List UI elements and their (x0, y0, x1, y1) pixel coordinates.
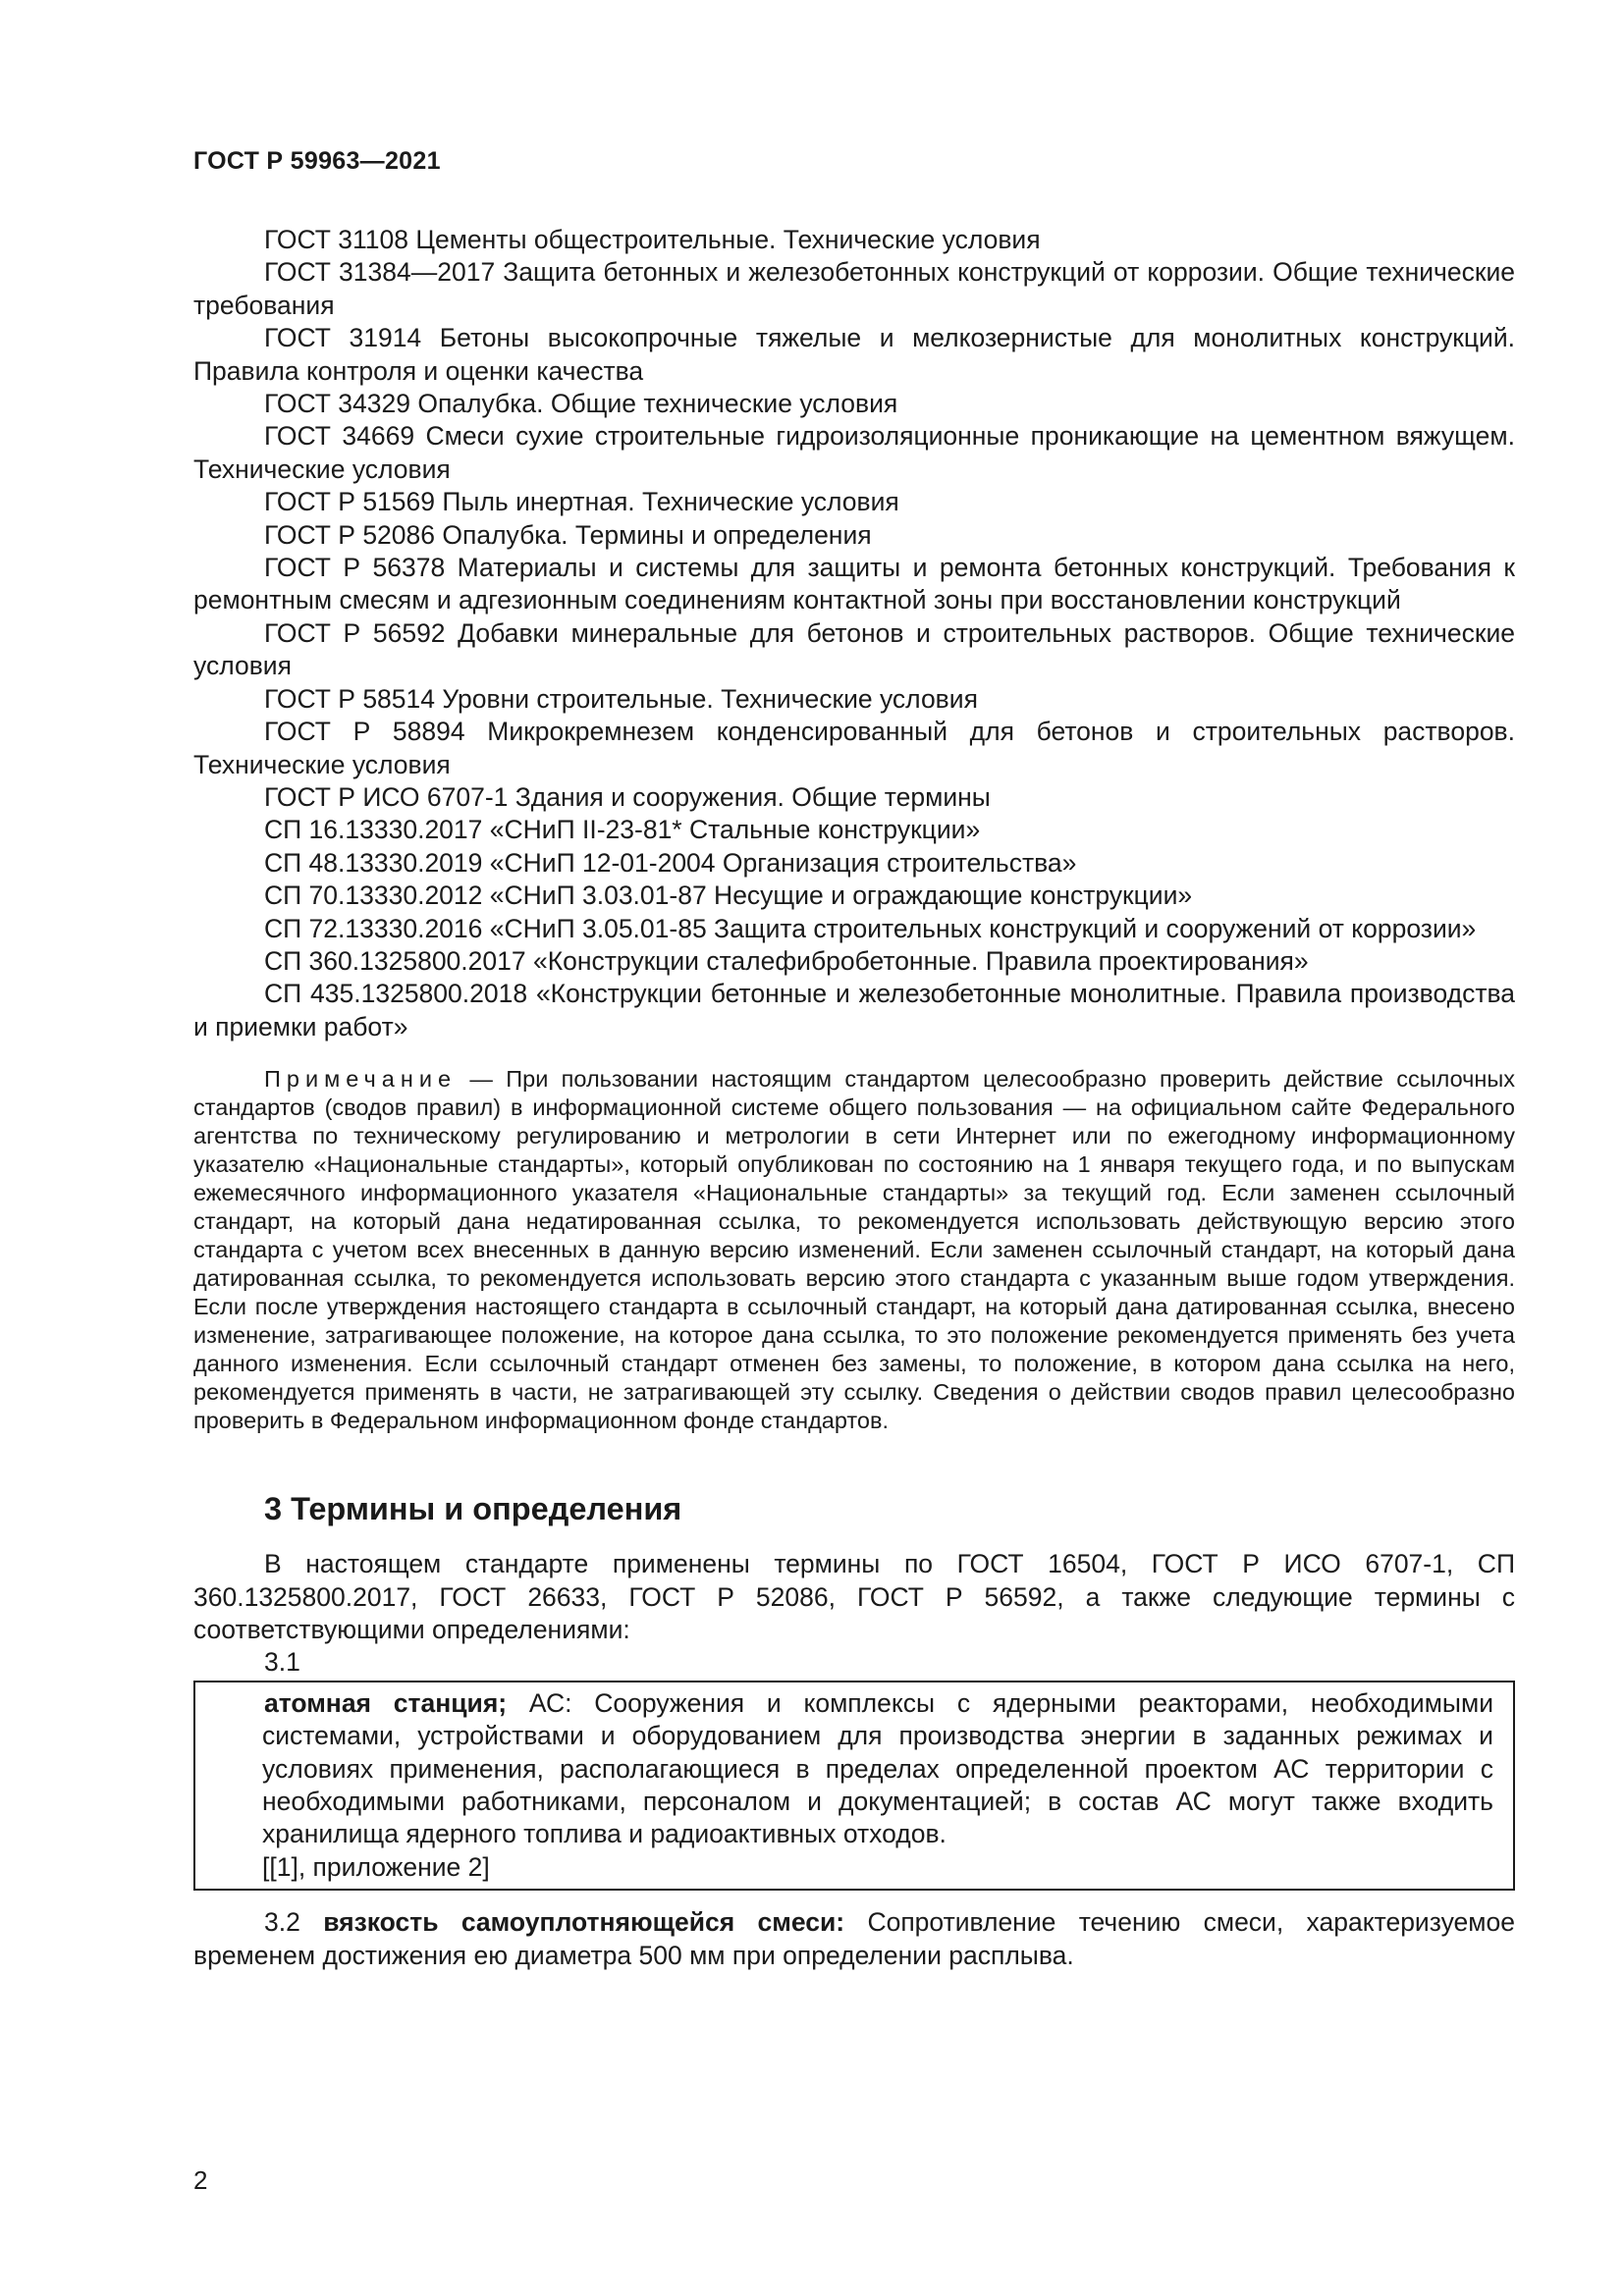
note-label: Примечание (264, 1066, 458, 1093)
reference-item: ГОСТ 31384—2017 Защита бетонных и железобетонных конструкций от коррозии. Общие технические требования (193, 257, 1515, 320)
note-paragraph (193, 1065, 1515, 1435)
term-definition-text: Сопротивление течению смеси, характеризуемое временем достижения ею диаметра 500 мм при определении расплыва. (193, 1907, 1515, 1970)
reference-item: ГОСТ 34669 Смеси сухие строительные гидроизоляционные проникающие на цементном вяжущем. Технические условия (193, 421, 1515, 484)
section-intro: В настоящем стандарте применены термины по ГОСТ 16504, ГОСТ Р ИСО 6707-1, СП 360.1325800.2017, ГОСТ 26633, ГОСТ Р 52086, ГОСТ Р 56592, а также следующие термины с соответствующими определениями: (193, 1549, 1515, 1644)
term-number: 3.2 (264, 1907, 300, 1938)
reference-item: СП 72.13330.2016 «СНиП 3.05.01-85 Защита строительных конструкций и сооружений от коррозии» (264, 913, 1477, 943)
document-header: ГОСТ Р 59963—2021 (193, 147, 441, 175)
term-definition-box (193, 1681, 1515, 1891)
term-number: 3.1 (264, 1647, 300, 1678)
note-text: — При пользовании настоящим стандартом целесообразно проверить действие ссылочных стандартов (сводов правил) в информационной системе общего пользования — на официальном сайте Федерального агентства по техническому регулированию и метрологии в сети Интернет или по ежегодному информационному указателю «Национальные стандарты», который опубликован по состоянию на 1 января текущего года, и по выпускам ежемесячного информационного указателя «Национальные стандарты» за текущий год. Если заменен ссылочный стандарт, на который дана недатированная ссылка, то рекомендуется использовать действующую версию этого стандарта с учетом всех внесенных в данную версию изменений. Если заменен ссылочный стандарт, на который дана датированная ссылка, то рекомендуется использовать версию этого стандарта с указанным выше годом утверждения. Если после утверждения настоящего стандарта в ссылочный стандарт, на который дана датированная ссылка, внесено изменение, затрагивающее положение, на которое дана ссылка, то это положение рекомендуется применять без учета данного изменения. Если ссылочный стандарт отменен без замены, то положение, в котором дана ссылка на него, рекомендуется применять в части, не затрагивающей эту ссылку. Сведения о действии сводов правил целесообразно проверить в Федеральном информационном фонде стандартов. (193, 1066, 1515, 1434)
reference-item: ГОСТ Р 58514 Уровни строительные. Технические условия (264, 683, 978, 714)
reference-item: ГОСТ Р 56592 Добавки минеральные для бетонов и строительных растворов. Общие технические условия (193, 617, 1515, 681)
reference-item: ГОСТ Р 56378 Материалы и системы для защиты и ремонта бетонных конструкций. Требования к ремонтным смесям и адгезионным соединениям контактной зоны при восстановлении конструкций (193, 553, 1515, 615)
reference-item: ГОСТ Р ИСО 6707-1 Здания и сооружения. Общие термины (264, 781, 991, 812)
page-content (193, 224, 1515, 1972)
term-name: атомная станция; (264, 1687, 508, 1718)
reference-item: ГОСТ 34329 Опалубка. Общие технические условия (264, 389, 898, 419)
reference-item: СП 48.13330.2019 «СНиП 12-01-2004 Организация строительства» (264, 847, 1077, 878)
term-name: вязкость самоуплотняющейся смеси: (323, 1907, 845, 1938)
term-source: [[1], приложение 2] (262, 1851, 490, 1882)
reference-item: СП 360.1325800.2017 «Конструкции сталефибробетонные. Правила проектирования» (264, 945, 1309, 976)
reference-item: СП 435.1325800.2018 «Конструкции бетонные и железобетонные монолитные. Правила производства и приемки работ» (193, 979, 1515, 1041)
reference-item: СП 70.13330.2012 «СНиП 3.03.01-87 Несущие и ограждающие конструкции» (264, 881, 1193, 911)
reference-item: ГОСТ Р 51569 Пыль инертная. Технические условия (264, 487, 899, 517)
reference-item: ГОСТ 31914 Бетоны высокопрочные тяжелые и мелкозернистые для монолитных конструкций. Правила контроля и оценки качества (193, 323, 1515, 386)
reference-item: ГОСТ Р 52086 Опалубка. Термины и определения (264, 519, 872, 550)
section-title: 3 Термины и определения (264, 1491, 682, 1527)
reference-item: ГОСТ Р 58894 Микрокремнезем конденсированный для бетонов и строительных растворов. Технические условия (193, 717, 1515, 779)
term-definition-text: АС: Сооружения и комплексы с ядерными реакторами, необходимыми системами, устройствами и оборудованием для производства энергии в заданных режимах и условиях применения, располагающиеся в пределах определенной проектом АС территории с необходимыми работниками, персоналом и документацией; в состав АС могут также входить хранилища ядерного топлива и радиоактивных отходов. (262, 1687, 1493, 1849)
normative-references-list (193, 224, 1515, 1043)
page-number: 2 (193, 2165, 208, 2195)
term-definition-2 (193, 1906, 1515, 1972)
reference-item: СП 16.13330.2017 «СНиП II-23-81* Стальные конструкции» (264, 815, 981, 845)
reference-item: ГОСТ 31108 Цементы общестроительные. Технические условия (264, 225, 1041, 254)
term-definition (262, 1687, 1493, 1851)
